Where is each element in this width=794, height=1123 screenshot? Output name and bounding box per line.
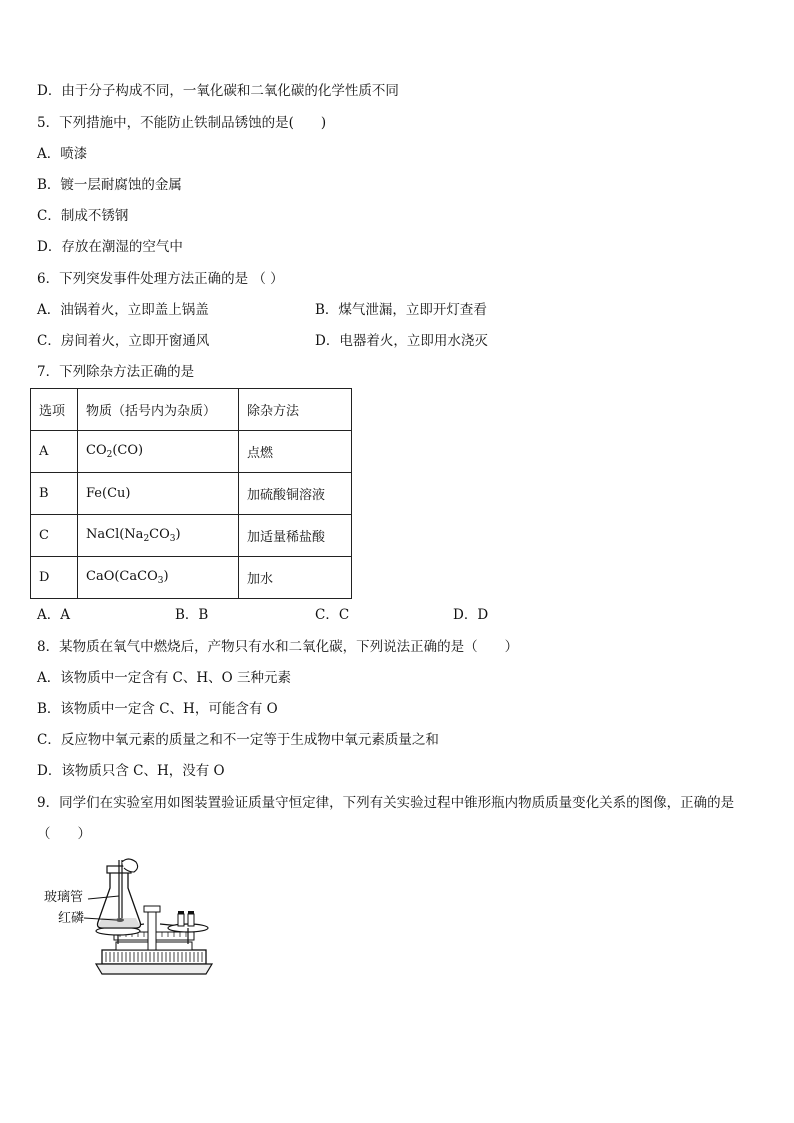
q7-table: [30, 388, 352, 599]
table-cell-option: B: [31, 473, 78, 515]
formula-text: CaO(CaCO: [86, 569, 158, 584]
table-row: [31, 557, 352, 599]
table-cell-method: 加适量稀盐酸: [239, 515, 352, 557]
table-cell-substance: [78, 473, 239, 515]
formula-text: (CO): [112, 443, 144, 458]
q6-option-c: C．房间着火，立即开窗通风: [37, 333, 210, 349]
formula-subscript: 2: [143, 534, 150, 544]
formula-text: ): [175, 527, 181, 542]
table-row: [31, 515, 352, 557]
formula-text: NaCl(Na: [86, 527, 144, 542]
q7-option-d: D．D: [453, 607, 489, 623]
q7-option-b: B．B: [175, 607, 209, 623]
q7-option-c: C．C: [315, 607, 350, 623]
table-cell-method: 加硫酸铜溶液: [239, 473, 352, 515]
q8-stem: 8．某物质在氧气中燃烧后，产物只有水和二氧化碳，下列说法正确的是（ ）: [37, 639, 519, 655]
formula-text: CO: [149, 527, 170, 542]
q8-option-a: A．该物质中一定含有 C、H、O 三种元素: [37, 670, 292, 686]
table-header-cell: 除杂方法: [239, 389, 352, 431]
q4-option-d: D．由于分子构成不同，一氧化碳和二氧化碳的化学性质不同: [37, 83, 399, 99]
formula-subscript: 3: [169, 534, 176, 544]
table-row: [31, 431, 352, 473]
table-cell-option: C: [31, 515, 78, 557]
table-cell-substance: [78, 431, 239, 473]
formula-text: CO: [86, 443, 107, 458]
formula-subscript: 3: [157, 576, 164, 586]
formula-subscript: 2: [106, 450, 113, 460]
table-cell-substance: [78, 515, 239, 557]
q6-option-d: D．电器着火，立即用水浇灭: [315, 333, 488, 349]
q9-paren: （ ）: [37, 826, 91, 842]
table-cell-method: 点燃: [239, 431, 352, 473]
label-red-phosphorus: 红磷: [58, 911, 85, 926]
q5-stem: 5．下列措施中，不能防止铁制品锈蚀的是( ): [37, 115, 327, 131]
table-header-cell: 物质（括号内为杂质）: [78, 389, 239, 431]
q7-stem: 7．下列除杂方法正确的是: [37, 364, 195, 380]
q8-option-c: C．反应物中氧元素的质量之和不一定等于生成物中氧元素质量之和: [37, 732, 439, 748]
table-row: [31, 473, 352, 515]
label-glass-tube: 玻璃管: [44, 890, 84, 905]
q6-option-b: B．煤气泄漏，立即开灯查看: [315, 302, 487, 318]
table-cell-method: 加水: [239, 557, 352, 599]
table-cell-substance: [78, 557, 239, 599]
q6-stem: 6．下列突发事件处理方法正确的是 （ ）: [37, 271, 284, 287]
q8-option-d: D．该物质只含 C、H，没有 O: [37, 763, 225, 779]
q9-stem: 9．同学们在实验室用如图装置验证质量守恒定律，下列有关实验过程中锥形瓶内物质质量变化关系的图像，正确的是: [37, 795, 735, 811]
q8-option-b: B．该物质中一定含 C、H，可能含有 O: [37, 701, 278, 717]
q7-option-a: A．A: [37, 607, 70, 623]
q5-option-d: D．存放在潮湿的空气中: [37, 239, 183, 255]
q5-option-c: C．制成不锈钢: [37, 208, 129, 224]
table-cell-option: A: [31, 431, 78, 473]
q5-option-b: B．镀一层耐腐蚀的金属: [37, 177, 182, 193]
balance-apparatus-figure: [44, 858, 216, 980]
formula-text: ): [163, 569, 169, 584]
q6-option-a: A．油锅着火，立即盖上锅盖: [37, 302, 209, 318]
table-cell-option: D: [31, 557, 78, 599]
q5-option-a: A．喷漆: [37, 146, 88, 162]
table-header-row: [31, 389, 352, 431]
table-header-cell: 选项: [31, 389, 78, 431]
formula-text: Fe(Cu): [86, 486, 131, 501]
